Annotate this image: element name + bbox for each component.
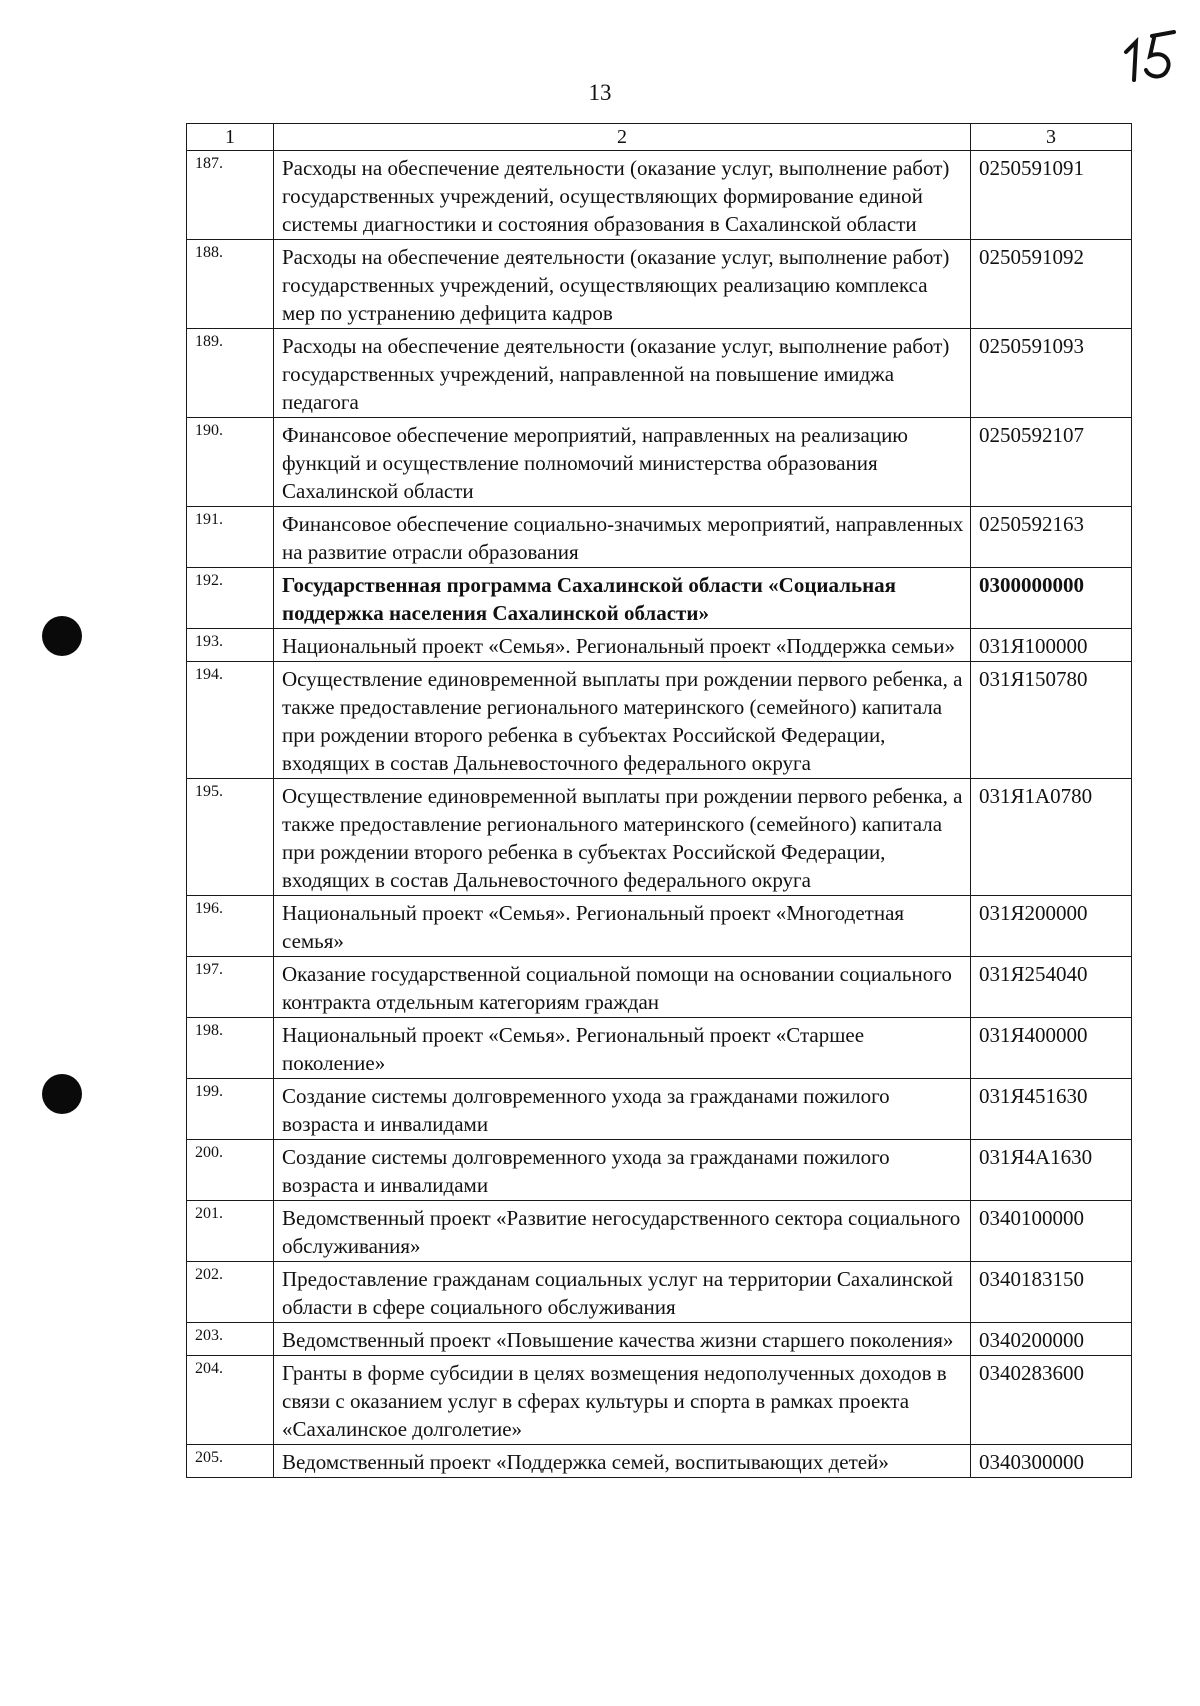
table-row bbox=[187, 240, 1132, 329]
row-description: Финансовое обеспечение социально-значимых мероприятий, направленных на развитие отрасли образования bbox=[274, 507, 971, 568]
table-row bbox=[187, 629, 1132, 662]
row-code: 0340283600 bbox=[971, 1356, 1132, 1445]
row-description: Расходы на обеспечение деятельности (оказание услуг, выполнение работ) государственных учреждений, направленной на повышение имиджа педагога bbox=[274, 329, 971, 418]
row-description: Ведомственный проект «Повышение качества жизни старшего поколения» bbox=[274, 1323, 971, 1356]
table-row bbox=[187, 1140, 1132, 1201]
row-code: 0250591093 bbox=[971, 329, 1132, 418]
table-row bbox=[187, 957, 1132, 1018]
table-row bbox=[187, 1445, 1132, 1478]
row-code: 031Я400000 bbox=[971, 1018, 1132, 1079]
column-header-code: 3 bbox=[971, 124, 1132, 151]
row-description: Предоставление гражданам социальных услуг на территории Сахалинской области в сфере социального обслуживания bbox=[274, 1262, 971, 1323]
row-description: Гранты в форме субсидии в целях возмещения недополученных доходов в связи с оказанием услуг в сферах культуры и спорта в рамках проекта «Сахалинское долголетие» bbox=[274, 1356, 971, 1445]
column-header-number: 1 bbox=[187, 124, 274, 151]
row-description: Создание системы долговременного ухода за гражданами пожилого возраста и инвалидами bbox=[274, 1079, 971, 1140]
row-description: Осуществление единовременной выплаты при рождении первого ребенка, а также предоставление регионального материнского (семейного) капитала при рождении второго ребенка в субъектах Российской Федерации, входящих в состав Дальневосточного федерального округа bbox=[274, 779, 971, 896]
row-number: 188. bbox=[187, 240, 274, 329]
row-description: Оказание государственной социальной помощи на основании социального контракта отдельным категориям граждан bbox=[274, 957, 971, 1018]
row-number: 198. bbox=[187, 1018, 274, 1079]
row-code: 0250591091 bbox=[971, 151, 1132, 240]
table-row bbox=[187, 1201, 1132, 1262]
row-description: Расходы на обеспечение деятельности (оказание услуг, выполнение работ) государственных учреждений, осуществляющих формирование единой системы диагностики и состояния образования в Сахалинской области bbox=[274, 151, 971, 240]
row-description: Осуществление единовременной выплаты при рождении первого ребенка, а также предоставление регионального материнского (семейного) капитала при рождении второго ребенка в субъектах Российской Федерации, входящих в состав Дальневосточного федерального округа bbox=[274, 662, 971, 779]
row-code: 031Я200000 bbox=[971, 896, 1132, 957]
row-description: Расходы на обеспечение деятельности (оказание услуг, выполнение работ) государственных учреждений, осуществляющих реализацию комплекса мер по устранению дефицита кадров bbox=[274, 240, 971, 329]
row-number: 199. bbox=[187, 1079, 274, 1140]
page-number: 13 bbox=[588, 80, 612, 105]
row-code: 031Я4А1630 bbox=[971, 1140, 1132, 1201]
punch-hole-bottom bbox=[42, 1074, 82, 1114]
punch-hole-top bbox=[42, 616, 82, 656]
row-number: 203. bbox=[187, 1323, 274, 1356]
row-code: 0250591092 bbox=[971, 240, 1132, 329]
table-row bbox=[187, 329, 1132, 418]
row-description: Национальный проект «Семья». Региональный проект «Многодетная семья» bbox=[274, 896, 971, 957]
row-code: 031Я1А0780 bbox=[971, 779, 1132, 896]
column-header-name: 2 bbox=[274, 124, 971, 151]
row-description: Государственная программа Сахалинской области «Социальная поддержка населения Сахалинской области» bbox=[274, 568, 971, 629]
row-code: 031Я100000 bbox=[971, 629, 1132, 662]
row-number: 197. bbox=[187, 957, 274, 1018]
table-row bbox=[187, 1323, 1132, 1356]
table-row bbox=[187, 1262, 1132, 1323]
row-code: 031Я451630 bbox=[971, 1079, 1132, 1140]
row-description: Ведомственный проект «Развитие негосударственного сектора социального обслуживания» bbox=[274, 1201, 971, 1262]
table-row bbox=[187, 507, 1132, 568]
row-number: 201. bbox=[187, 1201, 274, 1262]
table-row bbox=[187, 418, 1132, 507]
row-number: 194. bbox=[187, 662, 274, 779]
table-row bbox=[187, 896, 1132, 957]
row-number: 190. bbox=[187, 418, 274, 507]
row-description: Финансовое обеспечение мероприятий, направленных на реализацию функций и осуществление полномочий министерства образования Сахалинской области bbox=[274, 418, 971, 507]
row-code: 031Я254040 bbox=[971, 957, 1132, 1018]
table-row bbox=[187, 1356, 1132, 1445]
table-row bbox=[187, 1018, 1132, 1079]
row-number: 204. bbox=[187, 1356, 274, 1445]
row-code: 0340200000 bbox=[971, 1323, 1132, 1356]
row-number: 187. bbox=[187, 151, 274, 240]
row-number: 202. bbox=[187, 1262, 274, 1323]
row-code: 0340100000 bbox=[971, 1201, 1132, 1262]
row-code: 0250592107 bbox=[971, 418, 1132, 507]
table-row bbox=[187, 662, 1132, 779]
row-description: Создание системы долговременного ухода за гражданами пожилого возраста и инвалидами bbox=[274, 1140, 971, 1201]
row-code: 0340183150 bbox=[971, 1262, 1132, 1323]
row-code: 0300000000 bbox=[971, 568, 1132, 629]
row-number: 205. bbox=[187, 1445, 274, 1478]
row-number: 193. bbox=[187, 629, 274, 662]
row-number: 189. bbox=[187, 329, 274, 418]
row-description: Ведомственный проект «Поддержка семей, воспитывающих детей» bbox=[274, 1445, 971, 1478]
row-description: Национальный проект «Семья». Региональный проект «Поддержка семьи» bbox=[274, 629, 971, 662]
row-code: 0340300000 bbox=[971, 1445, 1132, 1478]
row-number: 195. bbox=[187, 779, 274, 896]
budget-code-table bbox=[186, 123, 1132, 1478]
row-code: 0250592163 bbox=[971, 507, 1132, 568]
table-row bbox=[187, 151, 1132, 240]
table-row bbox=[187, 779, 1132, 896]
table-row bbox=[187, 568, 1132, 629]
row-number: 191. bbox=[187, 507, 274, 568]
row-code: 031Я150780 bbox=[971, 662, 1132, 779]
row-number: 196. bbox=[187, 896, 274, 957]
handwritten-page-number bbox=[1122, 30, 1178, 82]
row-number: 200. bbox=[187, 1140, 274, 1201]
row-number: 192. bbox=[187, 568, 274, 629]
table-row bbox=[187, 1079, 1132, 1140]
table-header-row bbox=[187, 124, 1132, 151]
row-description: Национальный проект «Семья». Региональный проект «Старшее поколение» bbox=[274, 1018, 971, 1079]
